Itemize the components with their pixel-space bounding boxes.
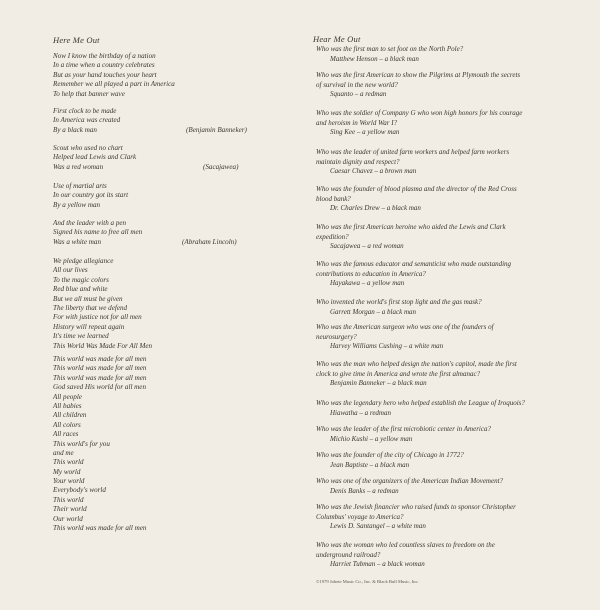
lyric-line	[53, 364, 293, 373]
lyric-line	[53, 342, 293, 351]
question-line: maintain dignity and respect?	[316, 157, 400, 166]
lyric-line	[53, 402, 293, 411]
question-line: Who was the leader of united farm workers and helped farm workers	[316, 148, 510, 156]
question-line: and heroism in World War I?	[316, 118, 398, 127]
qa-entry	[316, 360, 596, 389]
lyric-line	[53, 191, 293, 200]
lyric-line	[53, 285, 293, 294]
lyric-text: But as your hand touches your heart	[53, 70, 157, 79]
lyric-text: In a time when a country celebrates	[53, 61, 155, 70]
lyric-text: History will repeat again	[53, 322, 125, 331]
stanza	[53, 52, 293, 99]
answer-line: Jean Baptiste – a black man	[330, 460, 410, 469]
question-line: Who was the founder of blood plasma and the director of the Red Cross	[316, 185, 517, 193]
question-line: Who was the man who helped design the nation's capitol, made the first	[316, 360, 517, 368]
lyric-line	[53, 295, 293, 304]
lyric-line	[53, 266, 293, 275]
lyric-text: Their world	[53, 505, 87, 514]
lyric-text: Was a white man	[53, 237, 102, 246]
question-line: blood bank?	[316, 194, 351, 203]
lyric-line	[53, 144, 293, 153]
question-line: contributions to education in America?	[316, 269, 426, 278]
answer-line: Benjamin Banneker – a black man	[330, 379, 427, 388]
qa-entry	[316, 451, 596, 470]
qa-entry	[316, 260, 596, 289]
lyric-line	[53, 257, 293, 266]
qa-entry	[316, 148, 596, 177]
qa-entry	[316, 503, 596, 532]
question-line: Who was the founder of the city of Chicago in 1772?	[316, 451, 464, 459]
lyric-line	[53, 276, 293, 285]
answer-line: Lewis D. Santangel – a white man	[330, 522, 426, 531]
answer-line: Hayakawa – a yellow man	[330, 279, 405, 288]
question-line: underground railroad?	[316, 550, 381, 559]
answer-line: Matthew Henson – a black man	[330, 54, 419, 63]
lyric-line	[53, 486, 293, 495]
lyric-line	[53, 449, 293, 458]
lyric-text: All children	[53, 411, 87, 420]
lyric-text: Was a red woman	[53, 162, 104, 171]
lyric-line	[53, 355, 293, 364]
lyric-text: For with justice not for all men	[53, 313, 142, 322]
lyric-line	[53, 163, 293, 172]
lyric-text: All colors	[53, 420, 81, 429]
answer-line: Squanto – a redman	[330, 90, 387, 99]
lyric-text: and me	[53, 448, 74, 457]
lyric-text: To help that banner wave	[53, 89, 125, 98]
lyric-line	[53, 153, 293, 162]
answer-line: Sing Kee – a yellow man	[330, 128, 400, 137]
lyric-credit: (Sacajawea)	[203, 162, 239, 171]
question-line: Who was the first American to show the Pilgrims at Plymouth the secrets	[316, 71, 521, 79]
lyric-text: The liberty that we defend	[53, 303, 128, 312]
lyric-line	[53, 383, 293, 392]
qa-entry	[316, 185, 596, 214]
lyric-text: This world	[53, 495, 84, 504]
lyric-line	[53, 411, 293, 420]
lyric-text: Red blue and white	[53, 285, 108, 294]
lyric-text: By a black man	[53, 125, 97, 134]
qa-entry	[316, 323, 596, 352]
lyric-text: And the leader with a pen	[53, 219, 127, 227]
lyric-credit: (Abraham Lincoln)	[182, 237, 237, 246]
qa-entry	[316, 223, 596, 252]
qa-entry	[316, 71, 596, 100]
answer-line: Hiawatha – a redman	[330, 408, 391, 417]
answer-line: Caesar Chavez – a brown man	[330, 167, 417, 176]
lyric-line	[53, 440, 293, 449]
answer-line: Sacajawea – a red woman	[330, 242, 404, 251]
lyric-text: This world was made for all men	[53, 364, 147, 373]
lyric-text: This world was made for all men	[53, 373, 147, 382]
lyric-text: Your world	[53, 477, 85, 486]
qa-entry	[316, 109, 596, 138]
lyric-line	[53, 393, 293, 402]
stanza	[53, 355, 293, 533]
lyric-text: My world	[53, 467, 81, 476]
lyric-line	[53, 90, 293, 99]
question-line: neurosurgery?	[316, 332, 357, 341]
lyric-line	[53, 52, 293, 61]
question-line: of survival in the new world?	[316, 80, 398, 89]
qa-entry	[316, 45, 596, 64]
lyric-text: To the magic colors	[53, 275, 109, 284]
answer-line: Harriet Tubman – a black woman	[330, 560, 425, 569]
lyric-line	[53, 524, 293, 533]
lyric-line	[53, 430, 293, 439]
answer-line: Michio Kushi – a yellow man	[330, 434, 413, 443]
lyric-text: All races	[53, 430, 79, 439]
answer-line: Denis Banks – a redman	[330, 486, 399, 495]
lyric-line	[53, 116, 293, 125]
stanza	[53, 182, 293, 210]
lyric-text: This world was made for all men	[53, 524, 147, 533]
lyric-line	[53, 421, 293, 430]
answer-line: Harvey Williams Cushing – a white man	[330, 342, 444, 351]
copyright-notice: ©1979 Jobete Music Co., Inc. & Black Bull Music, Inc.	[316, 579, 419, 584]
lyric-text: This World Was Made For All Men	[53, 341, 153, 350]
lyric-text: All babies	[53, 401, 82, 410]
lyric-line	[53, 332, 293, 341]
lyric-line	[53, 313, 293, 322]
question-line: Who was the legendary hero who helped establish the League of Iroquois?	[316, 399, 525, 407]
lyric-line	[53, 201, 293, 210]
answer-line: Dr. Charles Drew – a black man	[330, 204, 421, 213]
lyric-line	[53, 219, 293, 228]
question-line: Columbus' voyage to America?	[316, 512, 404, 521]
stanza	[53, 107, 293, 135]
lyric-line	[53, 228, 293, 237]
stanza	[53, 144, 293, 172]
lyric-line	[53, 515, 293, 524]
lyric-text: God saved His world for all men	[53, 383, 147, 392]
lyric-line	[53, 468, 293, 477]
question-line: Who was the woman who led countless slaves to freedom on the	[316, 541, 495, 549]
lyric-line	[53, 238, 293, 247]
lyric-text: All people	[53, 392, 82, 401]
lyric-text: By a yellow man	[53, 200, 101, 209]
question-line: Who was one of the organizers of the American Indian Movement?	[316, 477, 504, 485]
lyric-text: But we all must be given	[53, 294, 123, 303]
question-line: Who was the first American heroine who aided the Lewis and Clark	[316, 223, 506, 231]
lyric-text: This world	[53, 458, 84, 467]
answer-line: Garrett Morgan – a black man	[330, 307, 416, 316]
lyric-text: Scout who used no chart	[53, 144, 123, 152]
lyric-line	[53, 126, 293, 135]
lyric-text: In America was created	[53, 116, 121, 125]
lyric-line	[53, 182, 293, 191]
question-line: Who was the famous educator and semanticist who made outstanding	[316, 260, 512, 268]
question-line: Who was the Jewish financier who raised funds to sponsor Christopher	[316, 503, 516, 511]
lyric-line	[53, 458, 293, 467]
lyric-line	[53, 61, 293, 70]
lyric-text: Use of martial arts	[53, 182, 107, 190]
lyric-text: First clock to be made	[53, 107, 117, 115]
lyric-text: Signed his name to free all men	[53, 228, 143, 237]
stanza	[53, 257, 293, 351]
lyric-text: All our lives	[53, 266, 88, 275]
lyric-text: In our country got its start	[53, 191, 129, 200]
lyric-credit: (Benjamin Banneker)	[186, 125, 247, 134]
lyric-text: Now I know the birthday of a nation	[53, 52, 156, 60]
lyric-text: Our world	[53, 514, 83, 523]
question-line: Who was the soldier of Company G who won high honors for his courage	[316, 109, 523, 117]
left-title: Here Me Out	[53, 35, 100, 45]
question-line: clock to give time in America and wrote the first almanac?	[316, 369, 481, 378]
qa-entry	[316, 541, 596, 570]
qa-entry	[316, 399, 596, 418]
question-line: Who was the leader of the first microbiotic center in America?	[316, 425, 491, 433]
lyric-text: We pledge allegiance	[53, 257, 114, 265]
lyric-line	[53, 496, 293, 505]
lyric-text: Everybody's world	[53, 486, 106, 495]
question-line: expedition?	[316, 232, 349, 241]
lyric-text: It's time we learned	[53, 332, 109, 341]
lyric-line	[53, 323, 293, 332]
lyric-line	[53, 304, 293, 313]
lyric-line	[53, 374, 293, 383]
question-line: Who was the first man to set foot on the North Pole?	[316, 45, 464, 53]
stanza	[53, 219, 293, 247]
lyric-text: This world was made for all men	[53, 355, 147, 363]
lyric-line	[53, 505, 293, 514]
lyric-text: Helped lead Lewis and Clark	[53, 153, 137, 162]
right-title: Hear Me Out	[313, 34, 361, 44]
qa-entry	[316, 477, 596, 496]
qa-entry	[316, 425, 596, 444]
lyric-line	[53, 80, 293, 89]
question-line: Who invented the world's first stop light and the gas mask?	[316, 298, 482, 306]
lyric-line	[53, 107, 293, 116]
lyric-line	[53, 477, 293, 486]
lyric-text: This world's for you	[53, 439, 110, 448]
question-line: Who was the American surgeon who was one of the founders of	[316, 323, 494, 331]
lyric-text: Remember we all played a part in America	[53, 80, 175, 89]
qa-entry	[316, 298, 596, 317]
lyric-line	[53, 71, 293, 80]
